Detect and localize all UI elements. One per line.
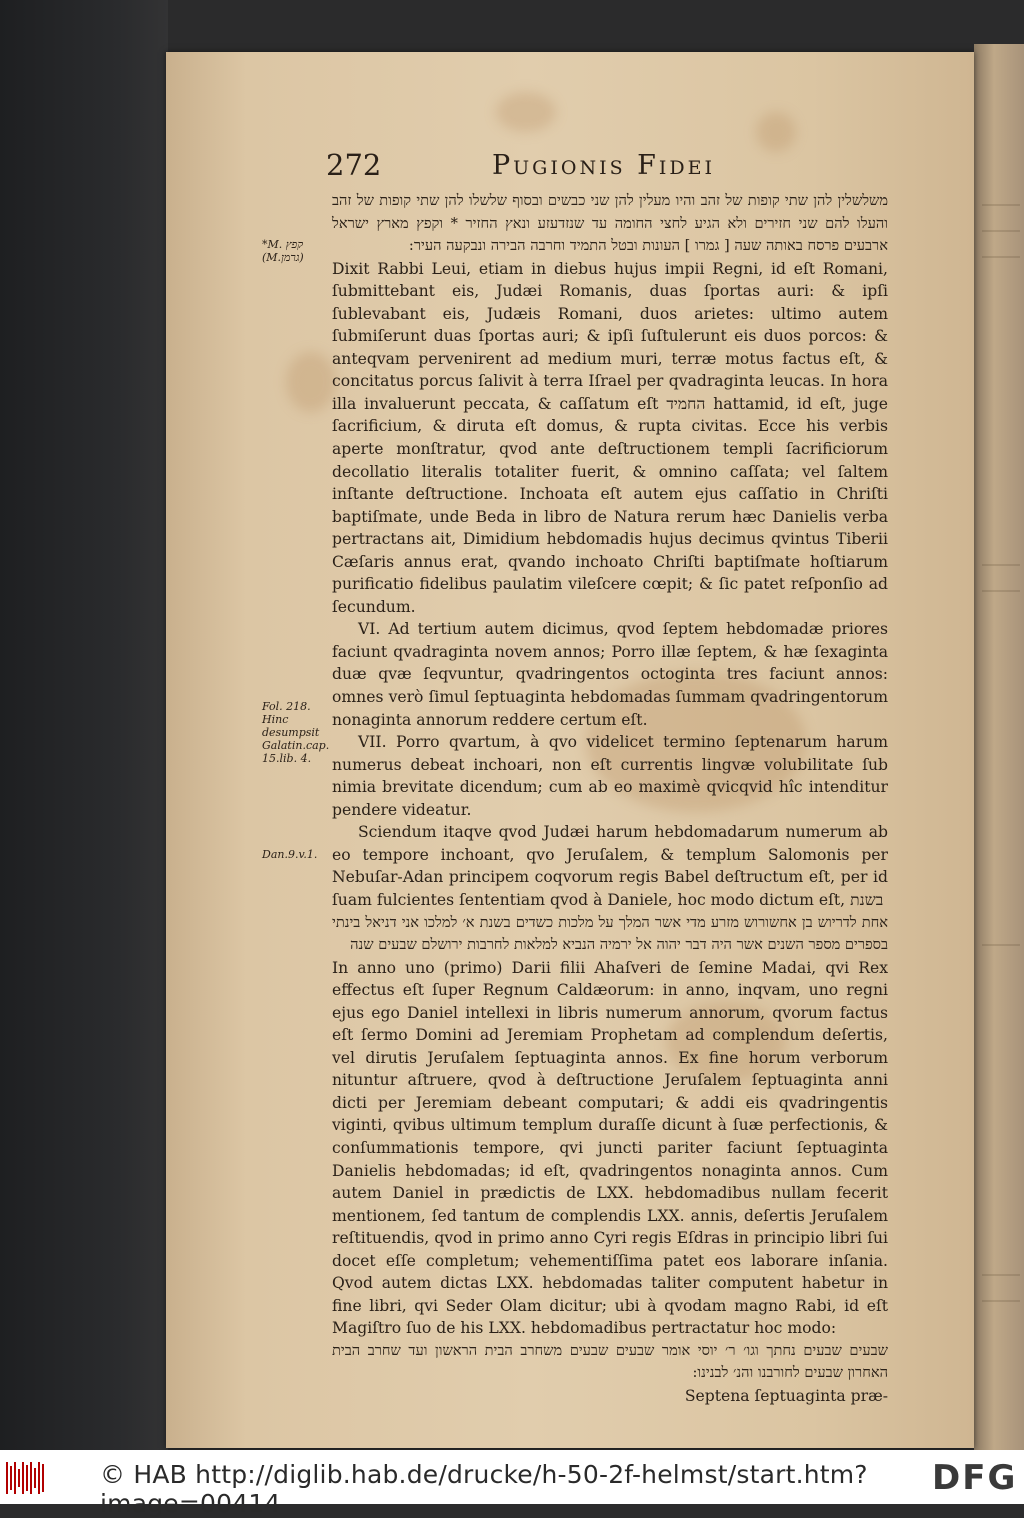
hab-barcode-logo	[6, 1462, 46, 1494]
margin-note: Fol. 218. Hinc desumpsit Galatin.cap. 15.lib. 4.	[262, 700, 330, 765]
latin-paragraph: Sciendum itaqve qvod Judæi harum hebdomadarum numerum ab eo tempore inchoant, qvo Jeruſalem, & templum Salomonis per Nebuſar-Adan principem coqvorum regis Babel deſtructum eſt, per id ſuam fulcientes ſententiam qvod à Daniele, hoc modo dictum eſt, בשנת	[332, 823, 888, 909]
latin-paragraph: VI. Ad tertium autem dicimus, qvod ſeptem hebdomadæ priores faciunt qvadraginta novem annos; Porro illæ ſeptem, & hæ ſexaginta duæ qvæ ſeqvuntur, qvadringentos octoginta tres faciunt annos: omnes verò ſimul ſeptuaginta hebdomadas ſummam qvadringentorum nonaginta annorum reddere certum eſt.	[332, 620, 888, 729]
latin-paragraph: VII. Porro qvartum, à qvo videlicet termino ſeptenarum harum numerus debeat inchoari, non eſt currentis lingvæ volubilitate ſub nimia brevitate dicendum; cum ab eo maximè qvicqvid hîc intenditur pendere videatur.	[332, 733, 888, 819]
page-number: 272	[326, 148, 382, 182]
catchword-line: Septena ſeptuaginta præ-	[684, 1386, 888, 1405]
main-text-block	[332, 190, 888, 1408]
scan-background-left	[0, 0, 168, 1450]
latin-paragraph: Dixit Rabbi Leui, etiam in diebus hujus impii Regni, id eſt Romani, ſubmittebant eis, Judæi Romanis, duas ſportas auri: & ipſi ſublevabant eis, Judæis Romani, duos arietes: ultimo autem ſubmiſerunt duas ſportas auri; & ipſi ſuſtulerunt eis duos porcos: & anteqvam pervenirent ad medium muri, terræ motus factus eſt, & concitatus porcus ſalivit à terra Iſrael per qvadraginta leucas. In hora illa invaluerunt peccata, & caſſatum eſt החמיד hattamid, id eſt, juge ſacrificium, & diruta eſt domus, & rupta civitas. Ecce his verbis aperte monſtratur, qvod ante deſtructionem templi ſacrificiorum decollatio literalis totaliter fuerit, & omnino caſſata; vel ſaltem inſtante deſtructione. Inchoata eſt autem ejus caſſatio in Chriſti baptiſmate, unde Beda in libro de Natura rerum hæc Danielis verba pertractans ait, Dimidium hebdomadis hujus decimus qvintus Tiberii Cæſaris annus erat, qvando inchoato Chriſti baptiſmate hoſtiarum purificatio fidelibus paulatim vileſcere cœpit; & ſic patet reſponſio ad ſecundum.	[332, 259, 888, 616]
hebrew-passage: משלשלין להן שתי קופות של זהב והיו מעלין להן שני כבשים ובסוף שלשלו להן שתי קופות של זהב והעלו להם שני חזירים ולא הגיע לחצי החומה עד שנזדעזע ונאץ החזיר * וקפץ מארץ ישראל ארבעים פרסח באותה שעה [ גמרו ] העונות ובטל התמיד וחרבה הבירה ונבקעה העיר:	[332, 192, 888, 255]
running-title: Pugionis Fidei	[492, 150, 716, 181]
page-header	[326, 148, 886, 188]
margin-note: *M. קפץ (M.גרמן)	[262, 238, 304, 264]
viewer-footer	[0, 1450, 1024, 1518]
latin-paragraph: In anno uno (primo) Darii filii Ahaſveri de ſemine Madai, qvi Rex effectus eſt ſuper Regnum Caldæorum: in anno, inqvam, uno regni ejus ego Daniel intellexi in libris numerum annorum, qvorum factus eſt ſermo Domini ad Jeremiam Prophetam ad complendum deſertis, vel dirutis Jeruſalem ſeptuaginta annos. Ex fine horum verborum nituntur aſtruere, qvod à deſtructione Jeruſalem ſeptuaginta anni dicti per Jeremiam debeant computari; & addi eis qvadringentis viginti, qvibus ultimum templum duraſſe dicunt à ſuæ perfectionis, & conſummationis tempore, qvi juncti pariter faciunt ſeptuaginta Danielis hebdomadas; id eſt, qvadringentos nonaginta annos. Cum autem Daniel in prædictis de LXX. hebdomadibus nullam fecerit mentionem, ſed tantum de complendis LXX. annis, deſertis Jeruſalem reſtituendis, qvod in primo anno Cyri regis Eſdras in principio libri ſui docet eſſe completum; vehementiſſima patet eos laborare inſania. Qvod autem dictas LXX. hebdomadas taliter computent habetur in fine libri, qvi Seder Olam dicitur; ubi à qvodam magno Rabi, id eſt Magiſtro ſuo de his LXX. hebdomadibus pertractatur hoc modo:	[332, 958, 888, 1338]
hebrew-passage: שבעים שבעים נחתך וגו׳ ר׳ יוסי אומר שבעים שבעים משחרב הבית הראשון ועד שחרב הבית האחרון שבעים לחורבנו והנ׳ לבנינו:	[332, 1341, 888, 1382]
source-url-link[interactable]: © HAB http://diglib.hab.de/drucke/h-50-2f-helmst/start.htm?image=00414	[100, 1460, 868, 1518]
hebrew-passage: אחת לדריוש בן אחשורוש מזרע מדי אשר המלך על מלכות כשדים בשנת א׳ למלכו אני דניאל בינתי בספרים מספר השנים אשר היה דבר יהוה אל ירמיה הנביא למלאות לחרבות ירושלם שבעים שנה	[332, 913, 888, 954]
book-page	[166, 52, 974, 1448]
adjacent-page-edge	[974, 44, 1024, 1450]
dfg-logo: DFG	[932, 1458, 1018, 1498]
margin-note: Dan.9.v.1.	[262, 848, 318, 861]
